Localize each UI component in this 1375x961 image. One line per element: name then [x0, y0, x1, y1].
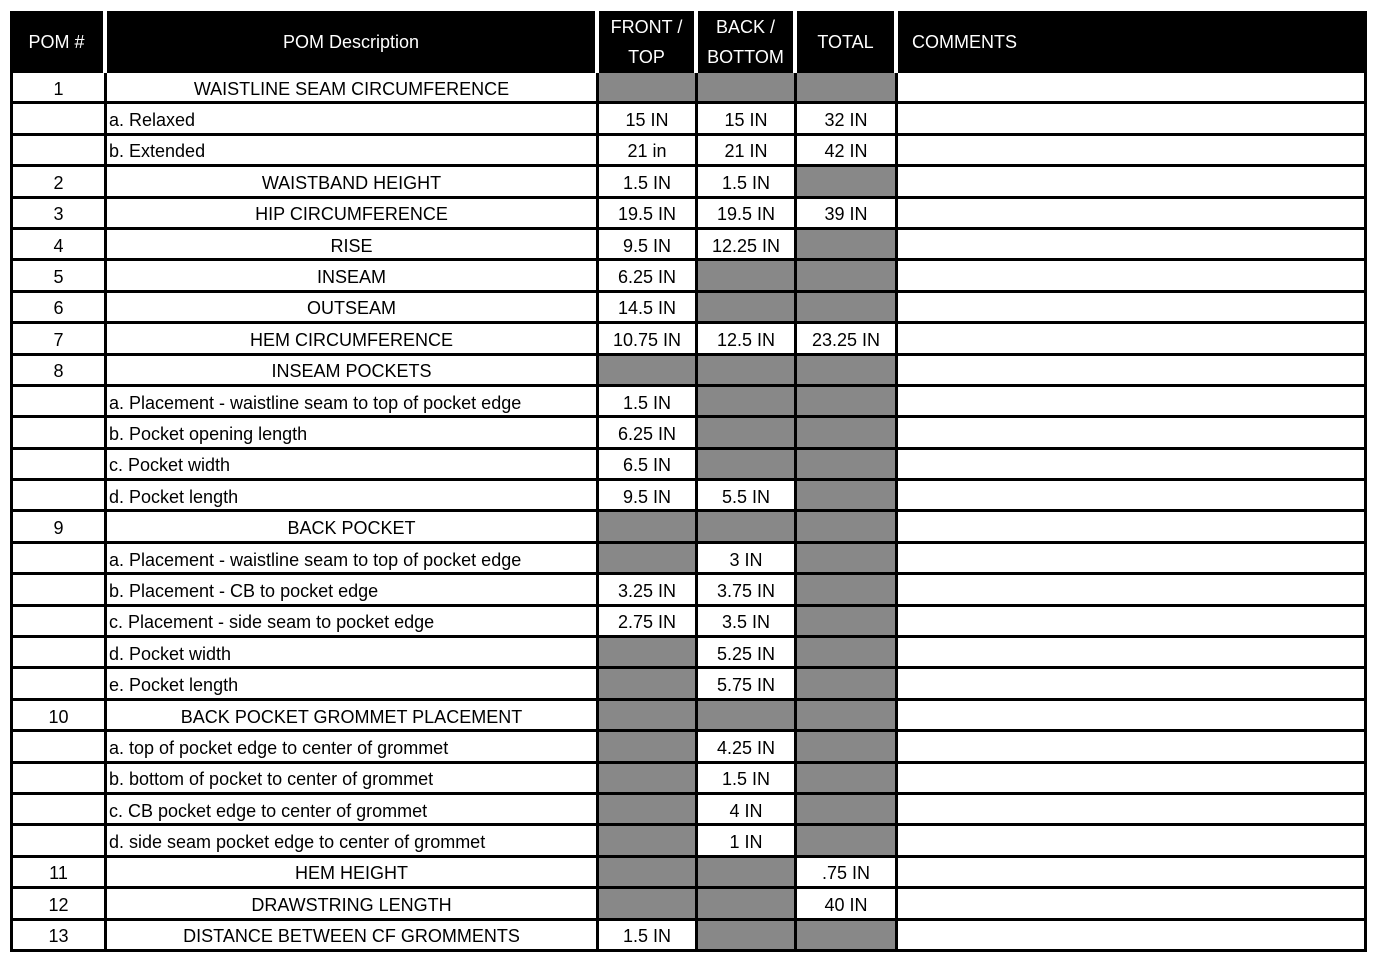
pom-description-cell: d. Pocket width	[107, 638, 599, 669]
back-not-applicable-cell	[698, 261, 797, 292]
back-measurement-cell: 5.75 IN	[698, 669, 797, 700]
back-measurement-cell: 1.5 IN	[698, 764, 797, 795]
comment-cell[interactable]	[898, 261, 1367, 292]
total-not-applicable-cell	[797, 73, 898, 104]
pom-description-cell: a. Relaxed	[107, 104, 599, 135]
back-measurement-cell: 5.25 IN	[698, 638, 797, 669]
pom-number-cell	[10, 669, 107, 700]
pom-number-cell: 13	[10, 921, 107, 952]
pom-description-cell: DISTANCE BETWEEN CF GROMMENTS	[107, 921, 599, 952]
back-not-applicable-cell	[698, 73, 797, 104]
table-row	[10, 167, 1367, 198]
pom-number-cell: 12	[10, 889, 107, 920]
front-measurement-cell: 6.25 IN	[599, 261, 698, 292]
comment-cell[interactable]	[898, 826, 1367, 857]
header-front-line2: TOP	[628, 47, 665, 67]
back-measurement-cell: 12.25 IN	[698, 230, 797, 261]
table-row	[10, 418, 1367, 449]
total-measurement-cell: 42 IN	[797, 136, 898, 167]
pom-description-cell: RISE	[107, 230, 599, 261]
comment-cell[interactable]	[898, 293, 1367, 324]
pom-description-cell: c. Pocket width	[107, 450, 599, 481]
comment-cell[interactable]	[898, 356, 1367, 387]
front-measurement-cell: 1.5 IN	[599, 387, 698, 418]
total-not-applicable-cell	[797, 732, 898, 763]
table-row	[10, 261, 1367, 292]
comment-cell[interactable]	[898, 607, 1367, 638]
comment-cell[interactable]	[898, 73, 1367, 104]
back-measurement-cell: 4 IN	[698, 795, 797, 826]
total-not-applicable-cell	[797, 795, 898, 826]
total-not-applicable-cell	[797, 167, 898, 198]
back-not-applicable-cell	[698, 921, 797, 952]
pom-description-cell: HEM CIRCUMFERENCE	[107, 324, 599, 355]
comment-cell[interactable]	[898, 450, 1367, 481]
total-not-applicable-cell	[797, 701, 898, 732]
pom-description-cell: DRAWSTRING LENGTH	[107, 889, 599, 920]
pom-number-cell: 3	[10, 199, 107, 230]
header-comments: COMMENTS	[898, 11, 1367, 73]
comment-cell[interactable]	[898, 136, 1367, 167]
pom-number-cell	[10, 607, 107, 638]
back-measurement-cell: 15 IN	[698, 104, 797, 135]
table-row	[10, 512, 1367, 543]
table-row	[10, 638, 1367, 669]
comment-cell[interactable]	[898, 669, 1367, 700]
header-row	[10, 11, 1367, 73]
table-row	[10, 795, 1367, 826]
comment-cell[interactable]	[898, 795, 1367, 826]
total-measurement-cell: 23.25 IN	[797, 324, 898, 355]
table-header	[10, 11, 1367, 73]
comment-cell[interactable]	[898, 858, 1367, 889]
table-row	[10, 324, 1367, 355]
total-not-applicable-cell	[797, 512, 898, 543]
front-measurement-cell: 21 in	[599, 136, 698, 167]
back-not-applicable-cell	[698, 512, 797, 543]
comment-cell[interactable]	[898, 387, 1367, 418]
front-not-applicable-cell	[599, 669, 698, 700]
comment-cell[interactable]	[898, 512, 1367, 543]
header-front-top	[599, 11, 698, 73]
back-not-applicable-cell	[698, 387, 797, 418]
table-row	[10, 575, 1367, 606]
pom-description-cell: OUTSEAM	[107, 293, 599, 324]
comment-cell[interactable]	[898, 418, 1367, 449]
front-measurement-cell: 3.25 IN	[599, 575, 698, 606]
pom-description-cell: c. Placement - side seam to pocket edge	[107, 607, 599, 638]
comment-cell[interactable]	[898, 575, 1367, 606]
comment-cell[interactable]	[898, 481, 1367, 512]
front-not-applicable-cell	[599, 764, 698, 795]
comment-cell[interactable]	[898, 701, 1367, 732]
pom-description-cell: WAISTLINE SEAM CIRCUMFERENCE	[107, 73, 599, 104]
header-back-line1: BACK /	[715, 17, 776, 37]
pom-number-cell	[10, 826, 107, 857]
total-not-applicable-cell	[797, 418, 898, 449]
total-not-applicable-cell	[797, 921, 898, 952]
pom-number-cell: 7	[10, 324, 107, 355]
pom-number-cell: 2	[10, 167, 107, 198]
front-not-applicable-cell	[599, 701, 698, 732]
pom-number-cell: 1	[10, 73, 107, 104]
pom-description-cell: b. Pocket opening length	[107, 418, 599, 449]
front-measurement-cell: 6.25 IN	[599, 418, 698, 449]
back-not-applicable-cell	[698, 858, 797, 889]
table-row	[10, 607, 1367, 638]
total-not-applicable-cell	[797, 293, 898, 324]
table-row	[10, 544, 1367, 575]
front-measurement-cell: 1.5 IN	[599, 921, 698, 952]
front-not-applicable-cell	[599, 795, 698, 826]
back-measurement-cell: 12.5 IN	[698, 324, 797, 355]
table-row	[10, 889, 1367, 920]
pom-description-cell: c. CB pocket edge to center of grommet	[107, 795, 599, 826]
pom-number-cell	[10, 450, 107, 481]
total-measurement-cell: 39 IN	[797, 199, 898, 230]
pom-number-cell: 6	[10, 293, 107, 324]
comment-cell[interactable]	[898, 544, 1367, 575]
total-not-applicable-cell	[797, 387, 898, 418]
table-row	[10, 199, 1367, 230]
back-not-applicable-cell	[698, 418, 797, 449]
total-not-applicable-cell	[797, 261, 898, 292]
pom-number-cell: 9	[10, 512, 107, 543]
front-measurement-cell: 9.5 IN	[599, 230, 698, 261]
back-not-applicable-cell	[698, 356, 797, 387]
pom-description-cell: HEM HEIGHT	[107, 858, 599, 889]
pom-description-cell: a. Placement - waistline seam to top of pocket edge	[107, 387, 599, 418]
front-not-applicable-cell	[599, 638, 698, 669]
pom-description-cell: INSEAM	[107, 261, 599, 292]
pom-description-cell: b. Placement - CB to pocket edge	[107, 575, 599, 606]
total-not-applicable-cell	[797, 826, 898, 857]
pom-description-cell: WAISTBAND HEIGHT	[107, 167, 599, 198]
front-measurement-cell: 10.75 IN	[599, 324, 698, 355]
pom-description-cell: d. side seam pocket edge to center of grommet	[107, 826, 599, 857]
back-not-applicable-cell	[698, 450, 797, 481]
back-measurement-cell: 3 IN	[698, 544, 797, 575]
front-measurement-cell: 19.5 IN	[599, 199, 698, 230]
front-not-applicable-cell	[599, 732, 698, 763]
back-measurement-cell: 1.5 IN	[698, 167, 797, 198]
pom-description-cell: INSEAM POCKETS	[107, 356, 599, 387]
front-not-applicable-cell	[599, 512, 698, 543]
front-measurement-cell: 15 IN	[599, 104, 698, 135]
table-row	[10, 450, 1367, 481]
total-not-applicable-cell	[797, 450, 898, 481]
comment-cell[interactable]	[898, 638, 1367, 669]
pom-description-cell: HIP CIRCUMFERENCE	[107, 199, 599, 230]
table-row	[10, 669, 1367, 700]
front-not-applicable-cell	[599, 889, 698, 920]
table-row	[10, 921, 1367, 952]
pom-number-cell	[10, 732, 107, 763]
pom-spec-table	[10, 11, 1367, 952]
header-total: TOTAL	[797, 11, 898, 73]
total-not-applicable-cell	[797, 481, 898, 512]
table-row	[10, 104, 1367, 135]
front-measurement-cell: 6.5 IN	[599, 450, 698, 481]
back-not-applicable-cell	[698, 293, 797, 324]
pom-description-cell: BACK POCKET GROMMET PLACEMENT	[107, 701, 599, 732]
pom-number-cell	[10, 104, 107, 135]
header-pom-description: POM Description	[107, 11, 599, 73]
back-not-applicable-cell	[698, 701, 797, 732]
front-measurement-cell: 9.5 IN	[599, 481, 698, 512]
back-measurement-cell: 1 IN	[698, 826, 797, 857]
back-measurement-cell: 3.75 IN	[698, 575, 797, 606]
front-not-applicable-cell	[599, 544, 698, 575]
back-measurement-cell: 5.5 IN	[698, 481, 797, 512]
comment-cell[interactable]	[898, 324, 1367, 355]
front-not-applicable-cell	[599, 826, 698, 857]
front-measurement-cell: 1.5 IN	[599, 167, 698, 198]
pom-number-cell: 10	[10, 701, 107, 732]
total-not-applicable-cell	[797, 669, 898, 700]
pom-number-cell: 11	[10, 858, 107, 889]
table-row	[10, 136, 1367, 167]
pom-number-cell	[10, 481, 107, 512]
front-measurement-cell: 14.5 IN	[599, 293, 698, 324]
pom-description-cell: b. Extended	[107, 136, 599, 167]
table-row	[10, 858, 1367, 889]
total-measurement-cell: .75 IN	[797, 858, 898, 889]
total-not-applicable-cell	[797, 607, 898, 638]
back-measurement-cell: 21 IN	[698, 136, 797, 167]
table-row	[10, 481, 1367, 512]
comment-cell[interactable]	[898, 167, 1367, 198]
total-not-applicable-cell	[797, 544, 898, 575]
pom-description-cell: a. top of pocket edge to center of grommet	[107, 732, 599, 763]
pom-number-cell	[10, 544, 107, 575]
table-row	[10, 293, 1367, 324]
back-measurement-cell: 19.5 IN	[698, 199, 797, 230]
comment-cell[interactable]	[898, 104, 1367, 135]
total-measurement-cell: 40 IN	[797, 889, 898, 920]
total-not-applicable-cell	[797, 764, 898, 795]
table-body	[10, 73, 1367, 952]
pom-number-cell: 4	[10, 230, 107, 261]
front-not-applicable-cell	[599, 356, 698, 387]
pom-number-cell	[10, 136, 107, 167]
comment-cell[interactable]	[898, 230, 1367, 261]
pom-number-cell	[10, 638, 107, 669]
comment-cell[interactable]	[898, 199, 1367, 230]
table-row	[10, 230, 1367, 261]
table-row	[10, 732, 1367, 763]
total-not-applicable-cell	[797, 575, 898, 606]
table-row	[10, 73, 1367, 104]
pom-number-cell	[10, 418, 107, 449]
comment-cell[interactable]	[898, 921, 1367, 952]
pom-description-cell: d. Pocket length	[107, 481, 599, 512]
pom-description-cell: BACK POCKET	[107, 512, 599, 543]
front-not-applicable-cell	[599, 858, 698, 889]
table-row	[10, 387, 1367, 418]
pom-description-cell: b. bottom of pocket to center of grommet	[107, 764, 599, 795]
front-measurement-cell: 2.75 IN	[599, 607, 698, 638]
table-row	[10, 826, 1367, 857]
table-row	[10, 701, 1367, 732]
header-back-line2: BOTTOM	[707, 47, 784, 67]
pom-number-cell: 8	[10, 356, 107, 387]
pom-number-cell: 5	[10, 261, 107, 292]
comment-cell[interactable]	[898, 732, 1367, 763]
back-measurement-cell: 4.25 IN	[698, 732, 797, 763]
total-not-applicable-cell	[797, 230, 898, 261]
header-pom-number: POM #	[10, 11, 107, 73]
table-row	[10, 356, 1367, 387]
front-not-applicable-cell	[599, 73, 698, 104]
pom-number-cell	[10, 764, 107, 795]
total-not-applicable-cell	[797, 638, 898, 669]
pom-number-cell	[10, 795, 107, 826]
comment-cell[interactable]	[898, 889, 1367, 920]
total-not-applicable-cell	[797, 356, 898, 387]
pom-description-cell: a. Placement - waistline seam to top of pocket edge	[107, 544, 599, 575]
back-measurement-cell: 3.5 IN	[698, 607, 797, 638]
comment-cell[interactable]	[898, 764, 1367, 795]
pom-number-cell	[10, 387, 107, 418]
total-measurement-cell: 32 IN	[797, 104, 898, 135]
header-front-line1: FRONT /	[610, 17, 683, 37]
pom-number-cell	[10, 575, 107, 606]
pom-description-cell: e. Pocket length	[107, 669, 599, 700]
table-row	[10, 764, 1367, 795]
header-back-bottom	[698, 11, 797, 73]
back-not-applicable-cell	[698, 889, 797, 920]
